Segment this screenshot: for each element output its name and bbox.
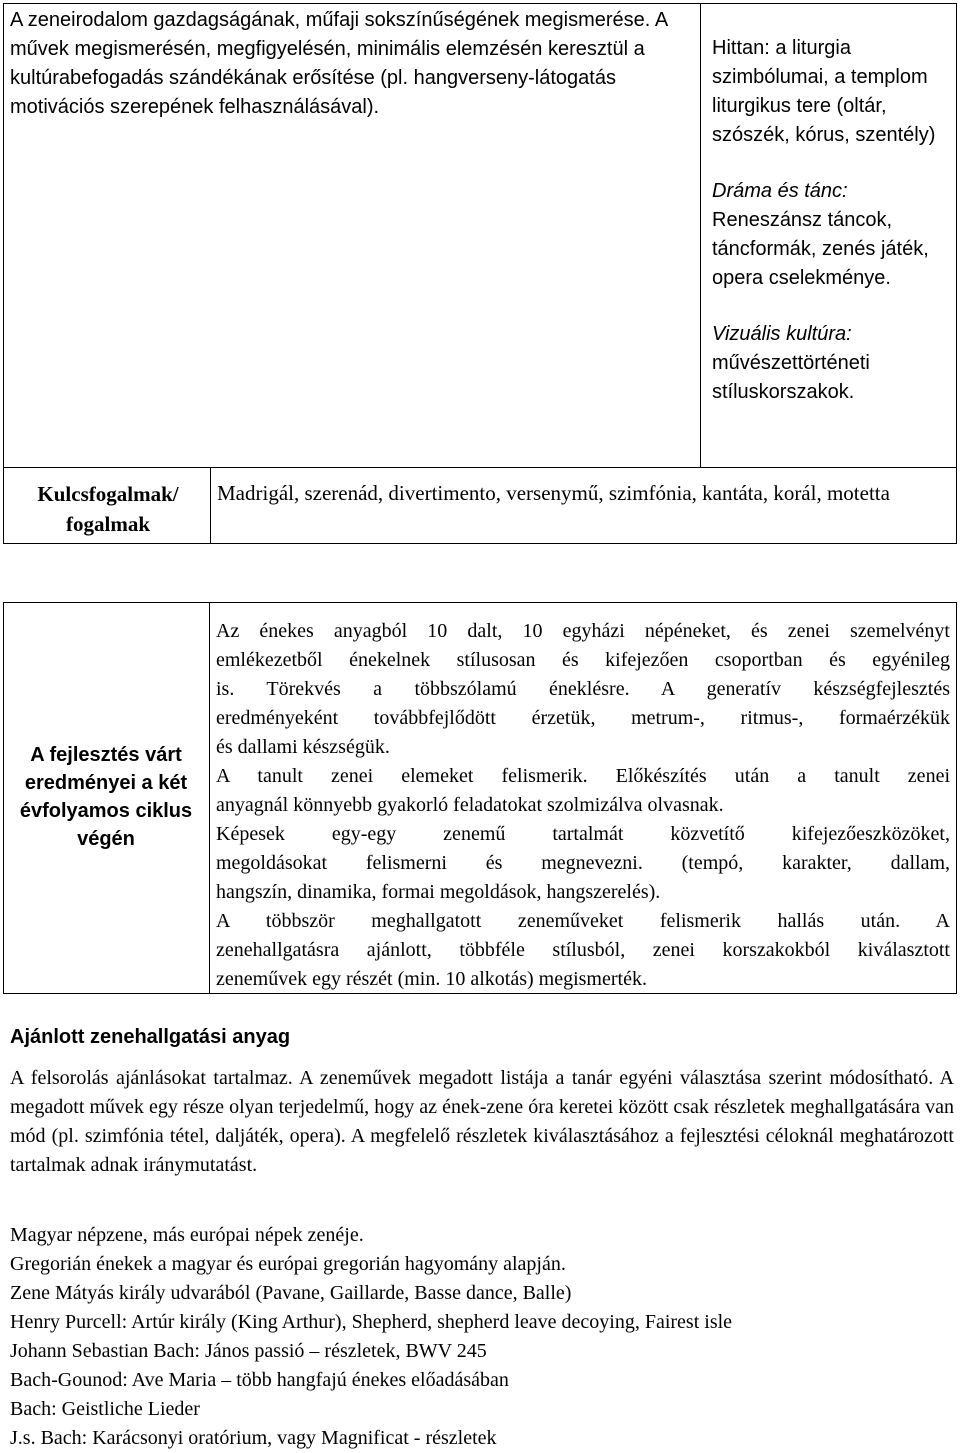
goals-text: A zeneirodalom gazdagságának, műfaji sokszínűségének megismerése. A művek megismerésén, megfigyelésén, minimális elemzésén keresztül a kultúrabefogadás szándékának erősítése (pl. hangverseny-látogatás motivációs szerepének felhasználásával). <box>10 9 668 118</box>
outcome-border-top <box>3 602 957 603</box>
vizualis-label: Vizuális kultúra: <box>712 323 852 345</box>
outcome-line: A többször meghallgatott zeneműveket felismerik hallás után. A <box>216 910 950 932</box>
outcome-border-left <box>3 602 4 994</box>
outcome-line: hangszín, dinamika, formai megoldások, hangszerelés). <box>216 881 661 903</box>
list-item: Gregorián énekek a magyar és európai gregorián hagyomány alapján. <box>10 1253 566 1275</box>
outcome-line: eredményeként továbbfejlődött érzetük, metrum-, ritmus-, formaérzékük <box>216 707 950 729</box>
outcome-line: zenehallgatásra ajánlott, többféle stílusból, zenei korszakokból kiválasztott <box>216 939 950 961</box>
drama-text: Reneszánsz táncok, táncformák, zenés játék, opera cselekménye. <box>712 209 929 289</box>
table-divider-vertical-left <box>210 467 211 544</box>
listening-heading: Ajánlott zenehallgatási anyag <box>10 1026 291 1048</box>
hittan-text: Hittan: a liturgia szimbólumai, a templom liturgikus tere (oltár, szószék, kórus, szentély) <box>712 37 936 146</box>
outcome-line: és dallami készségük. <box>216 736 390 758</box>
list-item: Magyar népzene, más európai népek zenéje. <box>10 1224 364 1246</box>
outcome-line: emlékezetből énekelnek stílusosan és kifejezően csoportban és egyénileg <box>216 649 950 671</box>
outcome-line: zeneművek egy részét (min. 10 alkotás) megismerték. <box>216 968 647 990</box>
outcome-line: is. Törekvés a többszólamú éneklésre. A generatív készségfejlesztés <box>216 678 950 700</box>
list-item: Zene Mátyás király udvarából (Pavane, Gaillarde, Basse dance, Balle) <box>10 1282 572 1304</box>
list-item: J.s. Bach: Karácsonyi oratórium, vagy Magnificat - részletek <box>10 1427 497 1449</box>
list-item: Bach-Gounod: Ave Maria – több hangfajú énekes előadásában <box>10 1369 509 1391</box>
outcome-line: Képesek egy-egy zenemű tartalmát közvetítő kifejezőeszközöket, <box>216 823 950 845</box>
table-border-bottom <box>3 543 957 544</box>
outcome-divider-vertical <box>209 602 210 994</box>
listening-intro: A felsorolás ajánlásokat tartalmaz. A zeneművek megadott listája a tanár egyéni választása szerint módosítható. A megadott művek egy része olyan terjedelmű, hogy az ének-zene óra keretei között csak részletek meghallgatására van mód (pl. szimfónia tétel, daljáték, opera). A megfelelő részletek kiválasztásához a fejlesztési céloknál meghatározott tartalmak adnak iránymutatást. <box>10 1067 954 1176</box>
outcome-line: Az énekes anyagból 10 dalt, 10 egyházi népéneket, és zenei szemelvényt <box>216 620 950 642</box>
list-item: Bach: Geistliche Lieder <box>10 1398 200 1420</box>
kulcs-text: Madrigál, szerenád, divertimento, versenymű, szimfónia, kantáta, korál, motetta <box>217 481 890 505</box>
outcome-text <box>216 617 950 994</box>
outcome-label: A fejlesztés várt eredményei a két évfolyamos ciklus végén <box>19 744 193 850</box>
table-divider-vertical-right <box>700 3 701 468</box>
outcome-line: megoldásokat felismerni és megnevezni. (tempó, karakter, dallam, <box>216 852 950 874</box>
outcome-line: anyagnál könnyebb gyakorló feladatokat szolmizálva olvasnak. <box>216 794 724 816</box>
kulcs-label: Kulcsfogalmak/ fogalmak <box>37 482 179 536</box>
listening-list <box>10 1221 954 1453</box>
table-border-top <box>3 3 957 4</box>
vizualis-text: művészettörténeti stíluskorszakok. <box>712 352 870 403</box>
drama-label: Dráma és tánc: <box>712 180 848 202</box>
outcome-line: A tanult zenei elemeket felismerik. Előkészítés után a tanult zenei <box>216 765 950 787</box>
table-border-right <box>956 3 957 544</box>
list-item: Henry Purcell: Artúr király (King Arthur), Shepherd, shepherd leave decoying, Fairest isle <box>10 1311 733 1333</box>
table-row-divider <box>3 467 957 468</box>
outcome-border-right <box>956 602 957 994</box>
list-item: Johann Sebastian Bach: János passió – részletek, BWV 245 <box>10 1340 487 1362</box>
table-border-left <box>3 3 4 544</box>
connections-cell <box>712 34 952 407</box>
goals-cell <box>10 6 700 122</box>
